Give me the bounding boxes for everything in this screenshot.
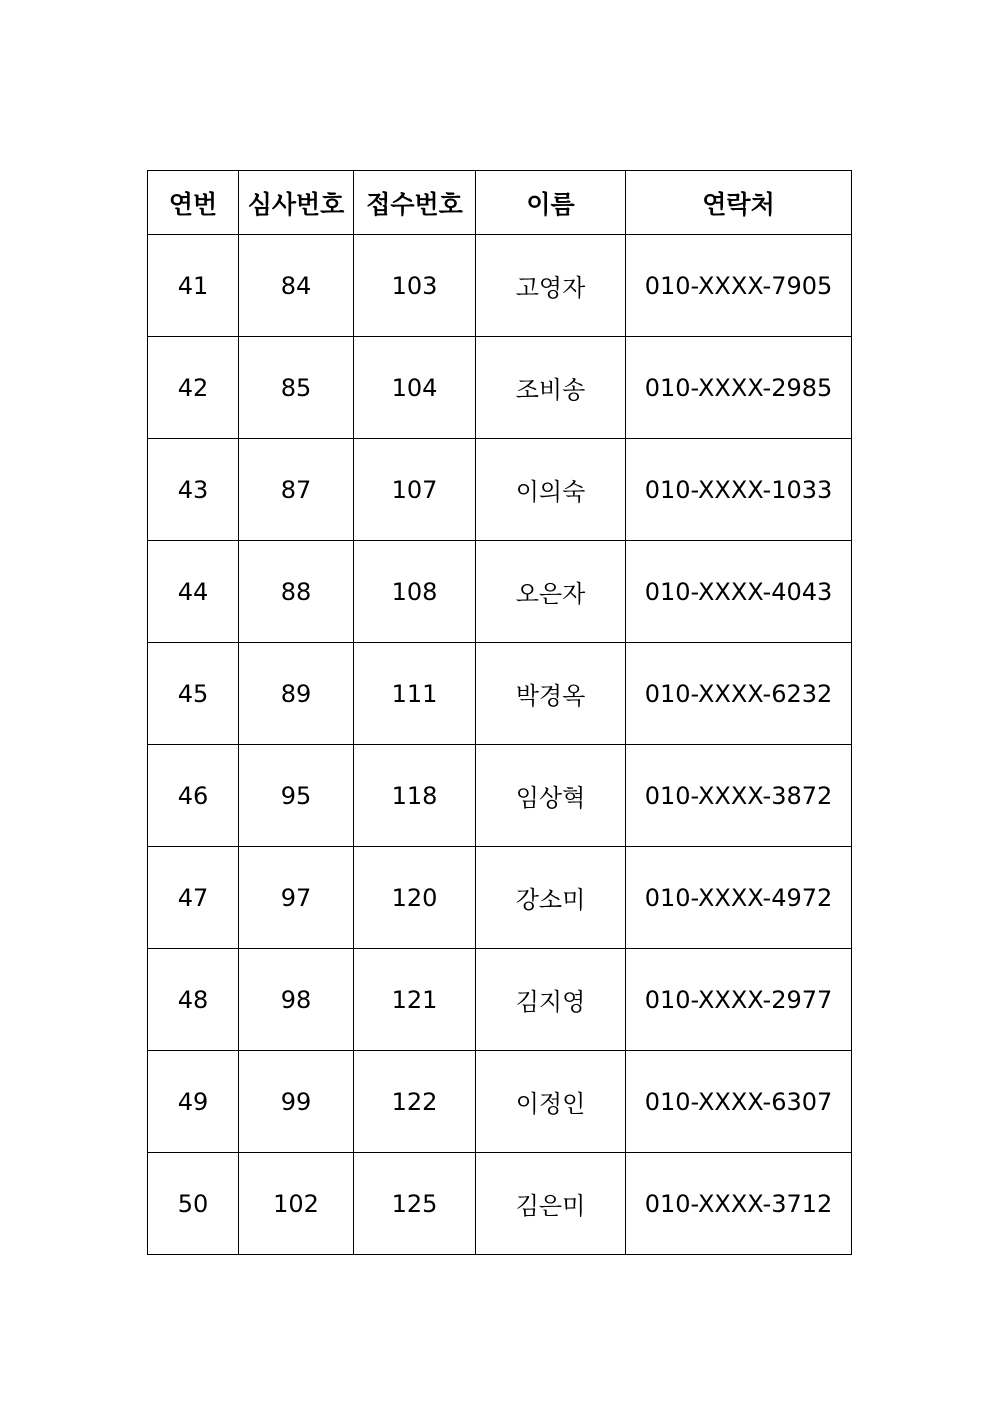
serial-number-cell: 44 xyxy=(148,541,239,643)
review-number-cell: 89 xyxy=(239,643,354,745)
name-cell: 강소미 xyxy=(476,847,626,949)
header-name: 이름 xyxy=(476,171,626,235)
contact-cell: 010-XXXX-6307 xyxy=(626,1051,852,1153)
serial-number-cell: 41 xyxy=(148,235,239,337)
name-cell: 임상혁 xyxy=(476,745,626,847)
header-serial-number: 연번 xyxy=(148,171,239,235)
table-row xyxy=(148,337,852,439)
serial-number-cell: 47 xyxy=(148,847,239,949)
header-review-number: 심사번호 xyxy=(239,171,354,235)
contact-cell: 010-XXXX-4972 xyxy=(626,847,852,949)
review-number-cell: 98 xyxy=(239,949,354,1051)
table-row xyxy=(148,1051,852,1153)
name-cell: 오은자 xyxy=(476,541,626,643)
contact-cell: 010-XXXX-2977 xyxy=(626,949,852,1051)
receipt-number-cell: 121 xyxy=(354,949,476,1051)
table-row xyxy=(148,439,852,541)
receipt-number-cell: 104 xyxy=(354,337,476,439)
review-number-cell: 97 xyxy=(239,847,354,949)
review-number-cell: 87 xyxy=(239,439,354,541)
name-cell: 이의숙 xyxy=(476,439,626,541)
table-row xyxy=(148,949,852,1051)
review-number-cell: 85 xyxy=(239,337,354,439)
receipt-number-cell: 122 xyxy=(354,1051,476,1153)
serial-number-cell: 42 xyxy=(148,337,239,439)
name-cell: 박경옥 xyxy=(476,643,626,745)
serial-number-cell: 45 xyxy=(148,643,239,745)
receipt-number-cell: 108 xyxy=(354,541,476,643)
table-row xyxy=(148,1153,852,1255)
contact-cell: 010-XXXX-1033 xyxy=(626,439,852,541)
table-row xyxy=(148,235,852,337)
contact-cell: 010-XXXX-4043 xyxy=(626,541,852,643)
name-cell: 김은미 xyxy=(476,1153,626,1255)
serial-number-cell: 46 xyxy=(148,745,239,847)
table-row xyxy=(148,643,852,745)
table-row xyxy=(148,745,852,847)
name-cell: 고영자 xyxy=(476,235,626,337)
serial-number-cell: 49 xyxy=(148,1051,239,1153)
name-cell: 이정인 xyxy=(476,1051,626,1153)
review-number-cell: 102 xyxy=(239,1153,354,1255)
roster-table xyxy=(147,170,852,1255)
table-header-row xyxy=(148,171,852,235)
serial-number-cell: 48 xyxy=(148,949,239,1051)
receipt-number-cell: 111 xyxy=(354,643,476,745)
name-cell: 김지영 xyxy=(476,949,626,1051)
review-number-cell: 88 xyxy=(239,541,354,643)
serial-number-cell: 50 xyxy=(148,1153,239,1255)
contact-cell: 010-XXXX-2985 xyxy=(626,337,852,439)
name-cell: 조비송 xyxy=(476,337,626,439)
receipt-number-cell: 120 xyxy=(354,847,476,949)
serial-number-cell: 43 xyxy=(148,439,239,541)
review-number-cell: 84 xyxy=(239,235,354,337)
receipt-number-cell: 118 xyxy=(354,745,476,847)
review-number-cell: 95 xyxy=(239,745,354,847)
receipt-number-cell: 103 xyxy=(354,235,476,337)
review-number-cell: 99 xyxy=(239,1051,354,1153)
table-row xyxy=(148,847,852,949)
contact-cell: 010-XXXX-3712 xyxy=(626,1153,852,1255)
header-receipt-number: 접수번호 xyxy=(354,171,476,235)
receipt-number-cell: 107 xyxy=(354,439,476,541)
receipt-number-cell: 125 xyxy=(354,1153,476,1255)
header-contact: 연락처 xyxy=(626,171,852,235)
contact-cell: 010-XXXX-6232 xyxy=(626,643,852,745)
contact-cell: 010-XXXX-3872 xyxy=(626,745,852,847)
contact-cell: 010-XXXX-7905 xyxy=(626,235,852,337)
table-row xyxy=(148,541,852,643)
